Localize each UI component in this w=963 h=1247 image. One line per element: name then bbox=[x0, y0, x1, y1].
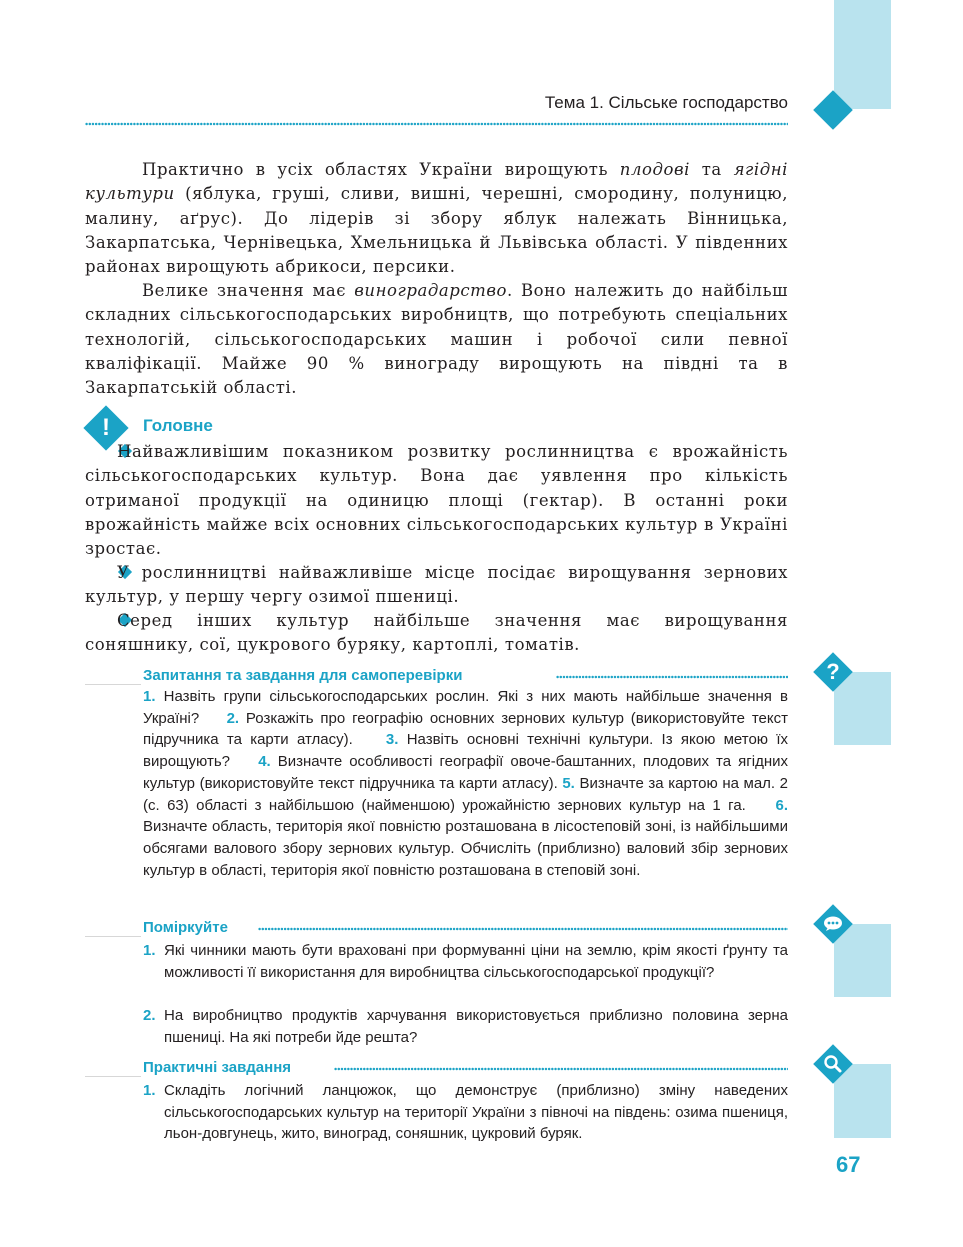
main-bullet: У рослинництві найважливіше місце посідає вирощування зернових культур, у першу чергу озимої пшениці. bbox=[85, 563, 788, 607]
speech-bubble-icon bbox=[813, 904, 853, 944]
main-bullet: Найважливішим показником розвитку рослинництва є врожайність сільськогосподарських культур. Вона дає уявлення про кількість отриманої продукції на одиницю площі (гектар). В останні роки врожайність майже всіх основних сільськогосподарських культур в Україні зростає. bbox=[85, 442, 788, 559]
speech-bubble-glyph bbox=[823, 916, 843, 932]
magnifier-glyph bbox=[823, 1054, 843, 1074]
running-title: Тема 1. Сільське господарство bbox=[544, 93, 788, 112]
header-rule bbox=[85, 121, 788, 127]
think-heading: Поміркуйте bbox=[143, 919, 228, 936]
self-check-rule bbox=[556, 674, 788, 680]
self-check-heading: Запитання та завдання для самоперевірки bbox=[143, 667, 463, 684]
magnifier-icon bbox=[813, 1044, 853, 1084]
section-rule bbox=[85, 684, 141, 685]
main-bullet: Серед інших культур найбільше значення має вирощування соняшнику, сої, цукрового буряку, картоплі, томатів. bbox=[85, 611, 788, 655]
paragraph-fruit-crops: Практично в усіх областях України вирощують плодові та ягідні культури (яблука, груші, сливи, вишні, черешні, смородину, полуницю, малину, аґрус). До лідерів зі збору яблук належать Вінницька, Закарпатська, Чернівецька, Хмельницька й Львівська області. У південних районах вирощують абрикоси, персики. bbox=[85, 160, 789, 277]
section-rule bbox=[85, 1076, 141, 1077]
practice-item: 1. Складіть логічний ланцюжок, що демонструє (приблизно) зміну наведених сільськогосподарських культур на території України з півночі на південь: озима пшениця, льон-довгунець, жито, виноград, соняшник, цукровий буряк. bbox=[143, 1082, 788, 1143]
exclamation-icon: ! bbox=[86, 408, 126, 448]
question-icon: ? bbox=[813, 652, 853, 692]
think-item: 1. Які чинники мають бути враховані при формуванні ціни на землю, крім якості ґрунту та можливості її використання для виробництва сільськогосподарської продукції? bbox=[143, 942, 788, 981]
main-heading: Головне bbox=[143, 416, 213, 435]
think-item: 2. На виробництво продуктів харчування використовується приблизно половина зерна пшениці. На які потреби йде решта? bbox=[143, 1007, 788, 1046]
side-tab-top bbox=[834, 0, 891, 109]
section-rule bbox=[85, 936, 141, 937]
think-rule bbox=[258, 926, 788, 932]
page-number: 67 bbox=[836, 1152, 861, 1177]
practice-heading: Практичні завдання bbox=[143, 1059, 292, 1076]
paragraph-viticulture: Велике значення має виноградарство. Воно належить до найбільш складних сільськогосподарських виробництв, що потребують спеціальних технологій, сільськогосподарських машин і робочої сили певної кваліфікації. Майже 90 % винограду вирощують на півдні та в Закарпатській області. bbox=[85, 281, 788, 398]
self-check-list: 1. Назвіть групи сільськогосподарських рослин. Які з них мають найбільше значення в Україні? 2. Розкажіть про географію основних зернових культур (використовуйте текст підручника та карти атласу). 3. Назвіть основні технічні культури. Із якою метою їх вирощують? 4. Визначте особливості географії овоче-баштанних, плодових та ягідних культур (використовуйте текст підручника та карти атласу). 5. Визначте за картою на мал. 2 (с. 63) області з найбільшою (найменшою) урожайністю зернових культур на 1 га. 6. Визначте область, територія якої повністю розташована в лісостеповій зоні, із найбільшими обсягами валового збору зернових культур. Обчисліть (приблизно) валовий збір зернових культур в області, територія якої повністю розташована в степовій зоні. bbox=[143, 688, 789, 879]
practice-rule bbox=[334, 1066, 788, 1072]
